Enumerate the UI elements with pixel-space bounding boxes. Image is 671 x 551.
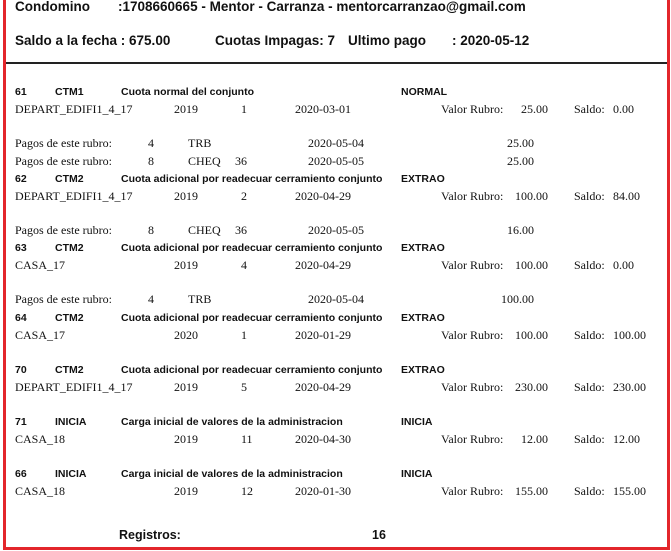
- condomino-value: :1708660665 - Mentor - Carranza - mentorcarranzao@gmail.com: [118, 0, 526, 14]
- record-type: INICIA: [401, 416, 433, 428]
- record-code: CTM2: [55, 173, 84, 185]
- pagos-label: Pagos de este rubro:: [15, 154, 112, 168]
- pago-method: CHEQ: [188, 154, 221, 168]
- pago-reference: 36: [235, 154, 247, 168]
- record-year: 2019: [174, 380, 198, 394]
- pago-number: 8: [148, 223, 154, 237]
- saldo-label: Saldo:: [574, 189, 605, 203]
- pago-number: 4: [148, 136, 154, 150]
- pago-method: TRB: [188, 136, 212, 150]
- pago-number: 8: [148, 154, 154, 168]
- record-valor: 100.00: [515, 328, 548, 342]
- registros-value: 16: [372, 528, 386, 542]
- pago-date: 2020-05-04: [308, 136, 364, 150]
- record-id: 61: [15, 86, 27, 98]
- record-code: CTM2: [55, 312, 84, 324]
- record-valor: 12.00: [521, 432, 548, 446]
- record-description: Carga inicial de valores de la administracion: [121, 468, 343, 480]
- record-unit: CASA_18: [15, 484, 66, 498]
- record-date: 2020-01-29: [295, 328, 351, 342]
- record-date: 2020-04-29: [295, 258, 351, 272]
- record-saldo: 230.00: [613, 380, 646, 394]
- header-divider: [6, 62, 667, 64]
- saldo-label: Saldo:: [574, 102, 605, 116]
- record-type: EXTRAO: [401, 312, 445, 324]
- pagos-label: Pagos de este rubro:: [15, 292, 112, 306]
- record-month: 2: [241, 189, 247, 203]
- record-month: 1: [241, 328, 247, 342]
- saldo-label: Saldo:: [574, 484, 605, 498]
- record-year: 2020: [174, 328, 198, 342]
- condomino-label: Condomino: [15, 0, 90, 14]
- pagos-label: Pagos de este rubro:: [15, 136, 112, 150]
- record-unit: CASA_18: [15, 432, 66, 446]
- pago-reference: 36: [235, 223, 247, 237]
- valor-rubro-label: Valor Rubro:: [441, 432, 504, 446]
- record-month: 1: [241, 102, 247, 116]
- record-code: INICIA: [55, 416, 87, 428]
- saldo-label: Saldo:: [574, 432, 605, 446]
- record-date: 2020-01-30: [295, 484, 351, 498]
- pago-amount: 16.00: [507, 223, 534, 237]
- record-date: 2020-04-29: [295, 189, 351, 203]
- record-id: 62: [15, 173, 27, 185]
- record-year: 2019: [174, 432, 198, 446]
- record-month: 11: [241, 432, 253, 446]
- record-saldo: 100.00: [613, 328, 646, 342]
- saldo-summary: Saldo a la fecha : 675.00: [15, 33, 171, 48]
- record-unit: CASA_17: [15, 328, 66, 342]
- pago-method: CHEQ: [188, 223, 221, 237]
- valor-rubro-label: Valor Rubro:: [441, 102, 504, 116]
- record-saldo: 155.00: [613, 484, 646, 498]
- record-valor: 100.00: [515, 189, 548, 203]
- record-description: Cuota adicional por readecuar cerramiento conjunto: [121, 312, 383, 324]
- record-id: 64: [15, 312, 27, 324]
- record-id: 63: [15, 242, 27, 254]
- cuotas-impagas: Cuotas Impagas: 7: [215, 33, 336, 48]
- record-saldo: 0.00: [613, 102, 634, 116]
- ultimo-pago-label: Ultimo pago: [348, 33, 426, 48]
- record-type: EXTRAO: [401, 173, 445, 185]
- valor-rubro-label: Valor Rubro:: [441, 484, 504, 498]
- record-description: Cuota normal del conjunto: [121, 86, 254, 98]
- record-valor: 155.00: [515, 484, 548, 498]
- valor-rubro-label: Valor Rubro:: [441, 328, 504, 342]
- record-code: CTM2: [55, 364, 84, 376]
- record-year: 2019: [174, 102, 198, 116]
- pago-date: 2020-05-05: [308, 223, 364, 237]
- record-year: 2019: [174, 484, 198, 498]
- saldo-label: Saldo:: [574, 258, 605, 272]
- record-code: INICIA: [55, 468, 87, 480]
- record-description: Cuota adicional por readecuar cerramiento conjunto: [121, 364, 383, 376]
- record-month: 4: [241, 258, 247, 272]
- valor-rubro-label: Valor Rubro:: [441, 189, 504, 203]
- record-type: EXTRAO: [401, 242, 445, 254]
- record-saldo: 12.00: [613, 432, 640, 446]
- ultimo-pago-value: : 2020-05-12: [452, 33, 530, 48]
- pago-amount: 100.00: [501, 292, 534, 306]
- record-code: CTM2: [55, 242, 84, 254]
- record-date: 2020-03-01: [295, 102, 351, 116]
- valor-rubro-label: Valor Rubro:: [441, 380, 504, 394]
- valor-rubro-label: Valor Rubro:: [441, 258, 504, 272]
- record-year: 2019: [174, 189, 198, 203]
- pagos-label: Pagos de este rubro:: [15, 223, 112, 237]
- record-date: 2020-04-29: [295, 380, 351, 394]
- record-saldo: 84.00: [613, 189, 640, 203]
- record-unit: DEPART_EDIFI1_4_17: [15, 189, 133, 203]
- record-description: Carga inicial de valores de la administracion: [121, 416, 343, 428]
- record-year: 2019: [174, 258, 198, 272]
- record-id: 71: [15, 416, 27, 428]
- record-type: EXTRAO: [401, 364, 445, 376]
- record-saldo: 0.00: [613, 258, 634, 272]
- record-unit: DEPART_EDIFI1_4_17: [15, 380, 133, 394]
- record-unit: DEPART_EDIFI1_4_17: [15, 102, 133, 116]
- registros-label: Registros:: [119, 528, 181, 542]
- saldo-label: Saldo:: [574, 328, 605, 342]
- record-id: 66: [15, 468, 27, 480]
- pago-date: 2020-05-05: [308, 154, 364, 168]
- pago-number: 4: [148, 292, 154, 306]
- record-type: NORMAL: [401, 86, 448, 98]
- record-code: CTM1: [55, 86, 84, 98]
- record-description: Cuota adicional por readecuar cerramiento conjunto: [121, 173, 383, 185]
- pago-method: TRB: [188, 292, 212, 306]
- record-unit: CASA_17: [15, 258, 66, 272]
- record-description: Cuota adicional por readecuar cerramiento conjunto: [121, 242, 383, 254]
- record-month: 12: [241, 484, 253, 498]
- record-valor: 100.00: [515, 258, 548, 272]
- record-month: 5: [241, 380, 247, 394]
- record-type: INICIA: [401, 468, 433, 480]
- record-date: 2020-04-30: [295, 432, 351, 446]
- record-valor: 230.00: [515, 380, 548, 394]
- record-id: 70: [15, 364, 27, 376]
- pago-amount: 25.00: [507, 136, 534, 150]
- record-valor: 25.00: [521, 102, 548, 116]
- pago-date: 2020-05-04: [308, 292, 364, 306]
- pago-amount: 25.00: [507, 154, 534, 168]
- saldo-label: Saldo:: [574, 380, 605, 394]
